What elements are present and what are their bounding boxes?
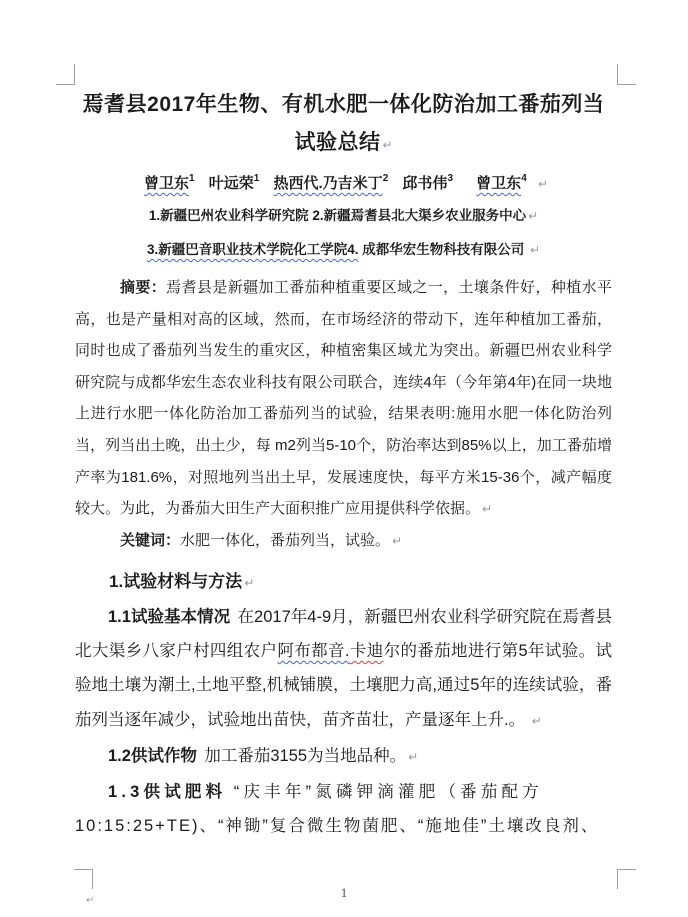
authors-line[interactable] bbox=[75, 169, 612, 199]
section-1-3-label: 1.3供试肥料 bbox=[108, 782, 227, 801]
author-superscript: 3 bbox=[447, 173, 453, 184]
keywords-text: 水肥一体化，番茄列当，试验。 bbox=[180, 531, 391, 549]
spellcheck-blue-text: 阿布都音. bbox=[277, 642, 350, 661]
section-1-2-text: 加工番茄3155为当地品种。 bbox=[204, 746, 407, 765]
margin-crop-mark-top-right bbox=[617, 64, 636, 85]
abstract-label: 摘要： bbox=[120, 279, 167, 296]
author-superscript: 1 bbox=[253, 173, 260, 184]
paragraph-mark: ↵ bbox=[392, 533, 403, 548]
section-1-1-text: 在2017年4-9月，新疆巴州农业科学研究院在焉耆县北大渠乡八家户村四组农户 bbox=[75, 607, 612, 661]
section-paragraph-1-2[interactable] bbox=[75, 738, 612, 775]
paragraph-mark: ↵ bbox=[408, 749, 419, 764]
author-superscript: 1 bbox=[189, 173, 195, 184]
section-1-2-label: 1.2供试作物 bbox=[108, 746, 197, 765]
author-superscript: 4 bbox=[521, 173, 527, 184]
affiliation-line-1[interactable]: 1.新疆巴州农业科学研究院 2.新疆焉耆县北大渠乡农业服务中心 ↵ bbox=[148, 208, 539, 223]
affiliation-underlined-text: 3.新疆巴音职业技术学院化工学院4. bbox=[146, 242, 359, 257]
paragraph-mark: ↵ bbox=[530, 243, 541, 257]
section-paragraph-1-3-line-1[interactable] bbox=[75, 775, 612, 809]
paragraph-mark: ↵ bbox=[528, 209, 539, 223]
section-1-3-text-line-2: 10:15:25+TE)、“神锄”复合微生物菌肥、“施地佳”土壤改良剂、 bbox=[75, 816, 600, 835]
paragraph-mark: ↵ bbox=[382, 138, 393, 152]
paragraph-mark: ↵ bbox=[531, 713, 542, 728]
author-name: 叶远荣$^1$ bbox=[208, 173, 260, 192]
abstract-paragraph[interactable] bbox=[75, 272, 612, 526]
document-title[interactable] bbox=[75, 86, 612, 164]
page-number: 1 bbox=[340, 885, 348, 900]
keywords-label: 关键词： bbox=[120, 531, 181, 549]
keywords-paragraph[interactable] bbox=[75, 526, 612, 556]
document-body bbox=[75, 86, 612, 843]
author-name: 曾卫东$^1$ bbox=[144, 173, 195, 192]
section-1-1-text-after: 尔的番茄地进行第5年试验。试验地土壤为潮土,土地平整,机械铺膜，土壤肥力高,通过5年的连续试验，番茄列当逐年减少，试验地出苗快，苗齐苗壮，产量逐年上升.。 bbox=[75, 642, 613, 729]
paragraph-mark: ↵ bbox=[537, 177, 548, 191]
document-title-text: 焉耆县2017年生物、有机水肥一体化防治加工番茄列当试验总结 bbox=[82, 93, 605, 154]
author-superscript: 2 bbox=[382, 173, 389, 184]
section-1-3-text-line-1: “庆丰年”氮磷钾滴灌肥（番茄配方 bbox=[233, 782, 543, 801]
affiliation-line-2[interactable]: 3.新疆巴音职业技术学院化工学院4. 成都华宏生物科技有限公司 ↵ bbox=[146, 242, 541, 257]
author-name: 热西代.乃吉米丁$^2$ bbox=[273, 173, 389, 192]
section-heading-1[interactable]: 1.试验材料与方法 ↵ bbox=[109, 571, 255, 591]
paragraph-mark: ↵ bbox=[482, 502, 493, 517]
spellcheck-red-text: 卡迪 bbox=[349, 642, 384, 661]
margin-crop-mark-top-left bbox=[56, 64, 75, 85]
author-name: 曾卫东$^4$ bbox=[476, 173, 527, 192]
author-name: 邱书伟$^3$ bbox=[402, 173, 453, 192]
section-paragraph-1-1[interactable] bbox=[75, 600, 612, 738]
section-1-1-label: 1.1试验基本情况 bbox=[108, 607, 231, 626]
abstract-text: 焉耆县是新疆加工番茄种植重要区域之一，土壤条件好，种植水平高，也是产量相对高的区域，然而，在市场经济的带动下，连年种植加工番茄，同时也成了番茄列当发生的重灾区，种植密集区域尤为突出。新疆巴州农业科学研究院与成都华宏生态农业科技有限公司联合，连续4年（今年第4年)在同一块地上进行水肥一体化防治加工番茄列当的试验，结果表明:施用水肥一体化防治列当，列当出土晚，出土少，每 m2列当5-10个，防治率达到85%以上，加工番茄增产率为181.6%，对照地列当出土早，发展速度快，每平方米15-36个，减产幅度较大。为此，为番茄大田生产大面积推广应用提供科学依据。 bbox=[75, 279, 612, 518]
footer-paragraph-mark: ↵ bbox=[86, 895, 95, 906]
paragraph-mark: ↵ bbox=[244, 575, 255, 590]
section-paragraph-1-3-line-2[interactable] bbox=[75, 809, 612, 843]
